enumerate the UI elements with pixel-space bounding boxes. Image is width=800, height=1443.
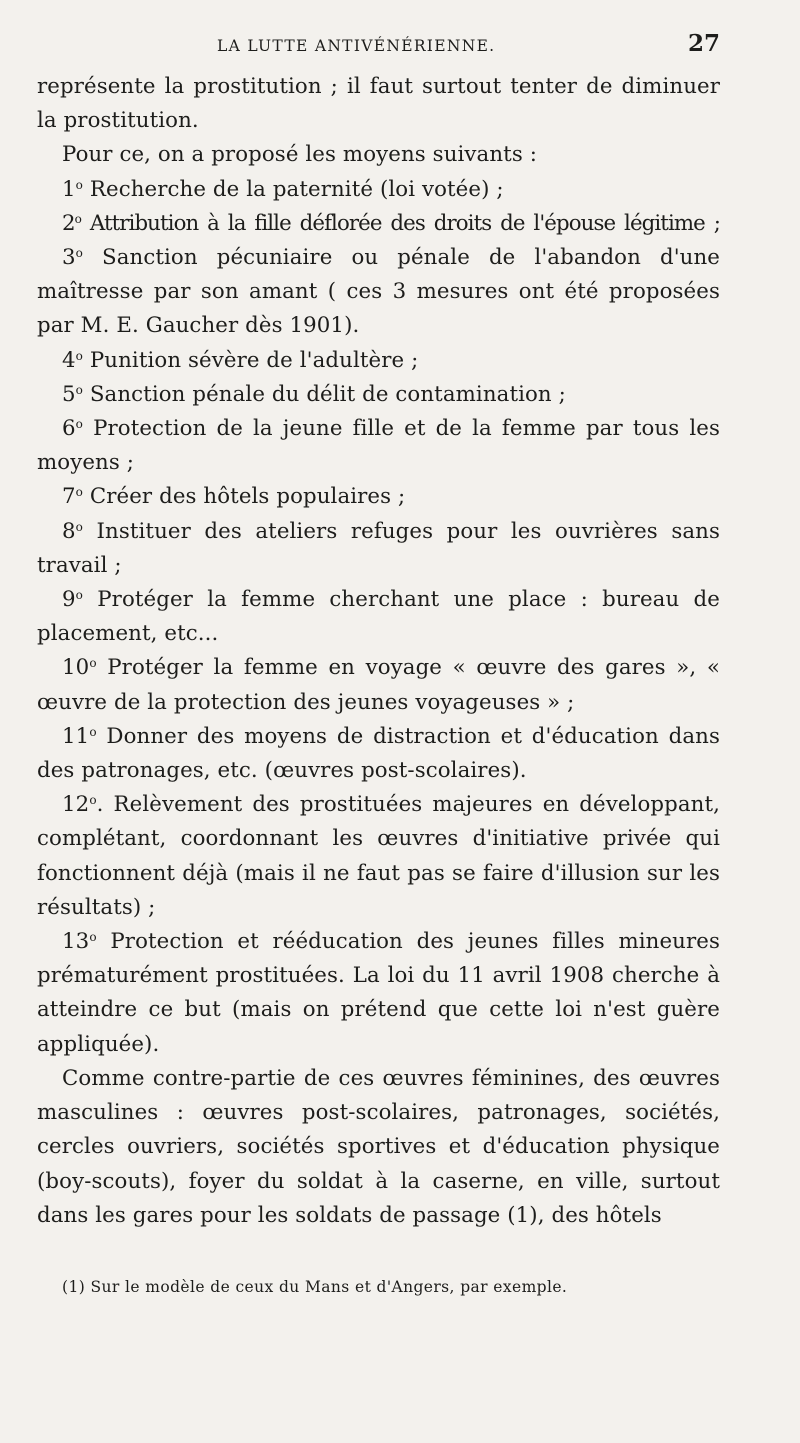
paragraph: Pour ce, on a proposé les moyens suivants : xyxy=(62,142,538,168)
list-item: 9$^o$ Protéger la femme cherchant une place : bureau de placement, etc... xyxy=(37,587,720,647)
list-item: 2$^o$ Attribution à la fille déflorée des droits de l'épouse légitime ; xyxy=(62,210,720,236)
list-item: 13$^o$ Protection et rééducation des jeunes filles mineures prématurément prostituées. La loi du 11 avril 1908 cherche à atteindre ce but (mais on prétend que cette loi n'est guère appliquée). xyxy=(37,929,720,1057)
page-header xyxy=(210,30,720,60)
list-item: 4$^o$ Punition sévère de l'adultère ; xyxy=(62,347,419,373)
page-number: 27 xyxy=(687,30,720,57)
list-item: 3$^o$ Sanction pécuniaire ou pénale de l'abandon d'une maîtresse par son amant ( ces 3 mesures ont été proposées par M. E. Gaucher dès 1901). xyxy=(37,245,720,339)
list-item: 1$^o$ Recherche de la paternité (loi votée) ; xyxy=(62,176,504,202)
list-item: 7$^o$ Créer des hôtels populaires ; xyxy=(62,484,406,510)
list-item: 12$^o$. Relèvement des prostituées majeures en développant, complétant, coordonnant les œuvres d'initiative privée qui fonctionnent déjà (mais il ne faut pas se faire d'illusion sur les résultats) ; xyxy=(37,792,720,920)
paragraph: Comme contre-partie de ces œuvres féminines, des œuvres masculines : œuvres post-scolaires, patronages, sociétés, cercles ouvriers, sociétés sportives et d'éducation physique (boy-scouts), foyer du soldat à la caserne, en ville, surtout dans les gares pour les soldats de passage (1), des hôtels xyxy=(37,1065,720,1228)
list-item: 6$^o$ Protection de la jeune fille et de la femme par tous les moyens ; xyxy=(37,416,720,476)
body-text xyxy=(37,70,720,1233)
list-item: 10$^o$ Protéger la femme en voyage « œuvre des gares », « œuvre de la protection des jeunes voyageuses » ; xyxy=(37,655,720,715)
list-item: 8$^o$ Instituer des ateliers refuges pour les ouvrières sans travail ; xyxy=(37,518,720,578)
running-head: LA LUTTE ANTIVÉNÉRIENNE. xyxy=(217,37,496,55)
paragraph: représente la prostitution ; il faut surtout tenter de diminuer la prostitution. xyxy=(37,74,720,134)
list-item: 5$^o$ Sanction pénale du délit de contamination ; xyxy=(62,381,566,407)
list-item: 11$^o$ Donner des moyens de distraction et d'éducation dans des patronages, etc. (œuvres post-scolaires). xyxy=(37,723,720,784)
footnote: (1) Sur le modèle de ceux du Mans et d'Angers, par exemple. xyxy=(62,1278,568,1296)
